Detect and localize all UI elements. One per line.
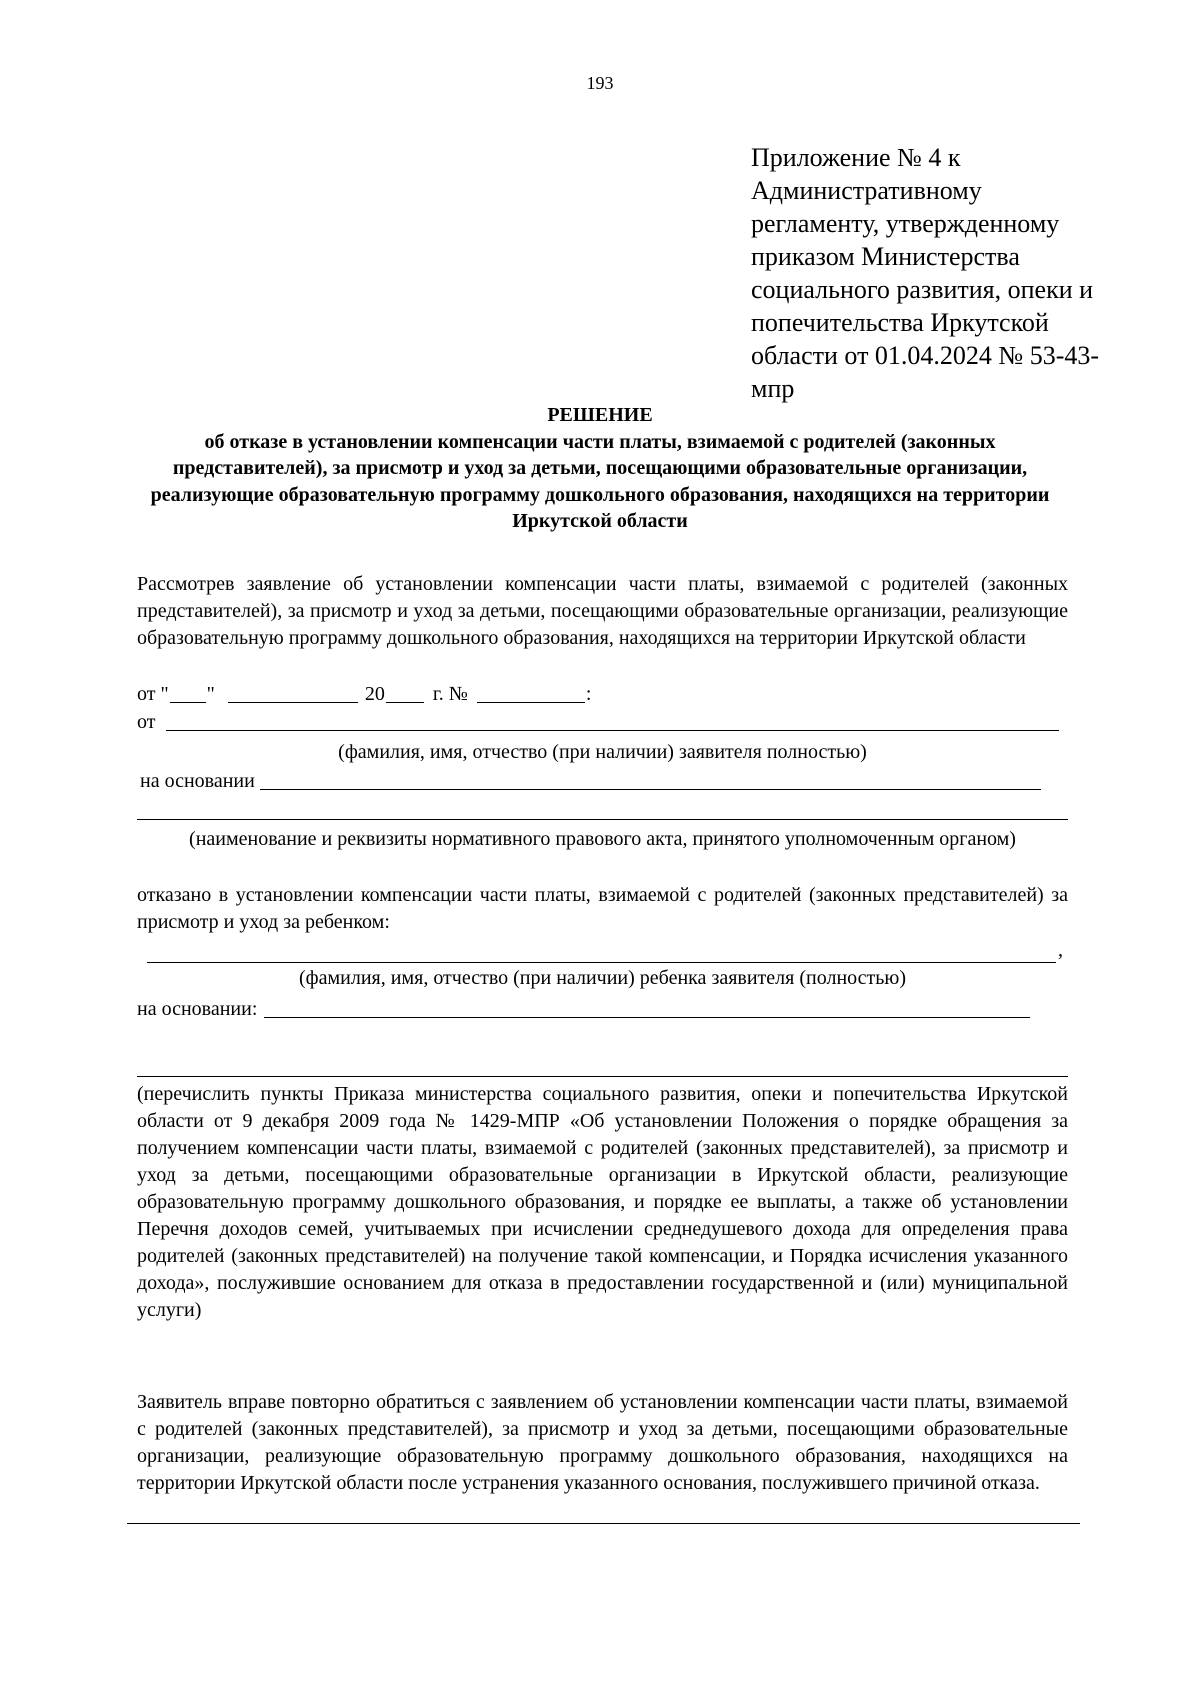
appendix-line: Приложение № 4 к xyxy=(751,143,961,172)
basis-row-1 xyxy=(140,766,1042,795)
appendix-line: мпр xyxy=(751,374,795,403)
document-title xyxy=(150,402,1050,535)
appendix-line: области от 01.04.2024 № 53-43- xyxy=(751,341,1100,370)
basis-field-1[interactable] xyxy=(260,769,1041,790)
basis-label-2: на основании: xyxy=(137,998,258,1020)
colon: : xyxy=(585,683,592,705)
quote-close: " xyxy=(206,683,215,705)
title-main: РЕШЕНИЕ xyxy=(547,404,653,426)
closing-underline xyxy=(127,1523,1080,1524)
basis-field-1-continuation[interactable] xyxy=(137,819,1068,820)
basis-label-1: на основании xyxy=(140,770,255,792)
page-number: 193 xyxy=(586,73,614,93)
date-from-label: от " xyxy=(137,683,169,705)
appendix-line: Административному xyxy=(751,176,982,205)
year-prefix: 20 xyxy=(364,683,385,705)
appendix-line: приказом Министерства xyxy=(751,242,1020,271)
refused-paragraph: отказано в установлении компенсации части платы, взимаемой с родителей (законных представителей) за присмотр и уход за ребенком: xyxy=(137,884,1068,933)
day-field[interactable] xyxy=(170,682,206,703)
basis-caption-1: (наименование и реквизиты нормативного правового акта, принятого уполномоченным органом) xyxy=(189,828,1016,850)
basis-field-2[interactable] xyxy=(264,997,1030,1018)
applicant-row xyxy=(137,707,1060,736)
year-suffix: г. № xyxy=(432,683,468,705)
basis-field-2-continuation[interactable] xyxy=(137,1076,1068,1077)
appendix-line: регламенту, утвержденному xyxy=(751,209,1060,238)
intro-paragraph: Рассмотрев заявление об установлении компенсации части платы, взимаемой с родителей (законных представителей), за присмотр и уход за детьми, посещающими образовательные организации, реализующие образовательную программу дошкольного образования, находящихся на территории Иркутской области xyxy=(137,573,1068,649)
month-field[interactable] xyxy=(228,682,358,703)
appendix-note xyxy=(751,141,1171,405)
child-name-field[interactable] xyxy=(147,962,1056,963)
date-row xyxy=(137,679,591,708)
appendix-line: попечительства Иркутской xyxy=(751,308,1049,337)
basis-row-2 xyxy=(137,994,1031,1023)
applicant-caption: (фамилия, имя, отчество (при наличии) заявителя полностью) xyxy=(338,741,867,763)
appendix-line: социального развития, опеки и xyxy=(751,275,1094,304)
child-caption: (фамилия, имя, отчество (при наличии) ребенка заявителя (полностью) xyxy=(299,967,906,989)
year-field[interactable] xyxy=(386,682,424,703)
title-subtitle: об отказе в установлении компенсации части платы, взимаемой с родителей (законных представителей), за присмотр и уход за детьми, посещающими образовательные организации, реализующие образовательную программу дошкольного образования, находящихся на территории Иркутской области xyxy=(150,430,1050,532)
applicant-label: от xyxy=(137,711,156,733)
closing-paragraph: Заявитель вправе повторно обратиться с заявлением об установлении компенсации части платы, взимаемой с родителей (законных представителей), за присмотр и уход за детьми, посещающими образовательные организации, реализующие образовательную программу дошкольного образования, находящихся на территории Иркутской области после устранения указанного основания, послужившего причиной отказа. xyxy=(137,1391,1068,1494)
applicant-field[interactable] xyxy=(166,710,1059,731)
number-field[interactable] xyxy=(477,682,585,703)
basis-caption-2: (перечислить пункты Приказа министерства социального развития, опеки и попечительства Иркутской области от 9 декабря 2009 года № 1429-МПР «Об установлении Положения о порядке обращения за получением компенсации части платы, взимаемой с родителей (законных представителей), за присмотр и уход за детьми, посещающими образовательные организации в Иркутской области, реализующие образовательную программу дошкольного образования, и порядке ее выплаты, а также об установлении Перечня доходов семей, учитываемых при исчислении среднедушевого дохода для определения права родителей (законных представителей) на получение такой компенсации, и Порядка исчисления указанного дохода», послужившие основанием для отказа в предоставлении государственной и (или) муниципальной услуги) xyxy=(137,1083,1068,1321)
child-row-comma: , xyxy=(1058,939,1063,961)
